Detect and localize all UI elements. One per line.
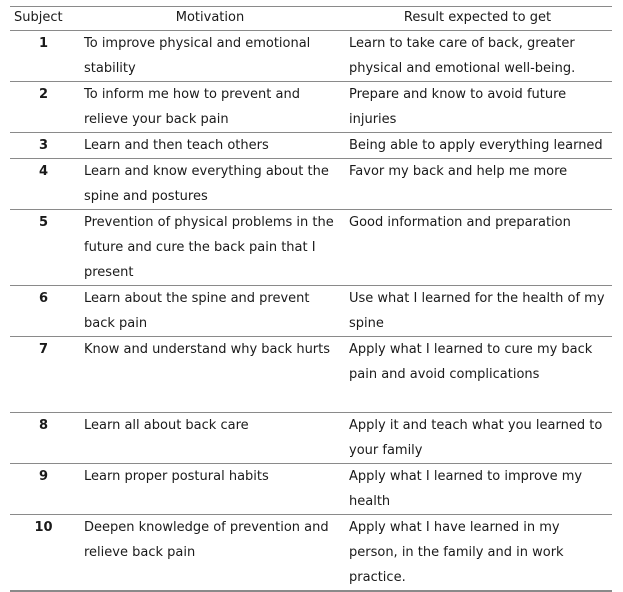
subject-cell: 8 (10, 413, 77, 464)
result-cell: Apply what I learned to cure my back pain and avoid complications (343, 337, 612, 413)
table-row (10, 464, 612, 515)
table-row (10, 159, 612, 210)
header-result: Result expected to get (343, 7, 612, 31)
motivation-cell: To inform me how to prevent and relieve your back pain (77, 82, 343, 133)
header-subject: Subject (10, 7, 77, 31)
subject-cell: 5 (10, 210, 77, 286)
motivation-cell: Learn and know everything about the spine and postures (77, 159, 343, 210)
result-cell: Learn to take care of back, greater physical and emotional well-being. (343, 31, 612, 82)
result-cell: Prepare and know to avoid future injuries (343, 82, 612, 133)
table-row (10, 413, 612, 464)
motivation-cell: Deepen knowledge of prevention and relieve back pain (77, 515, 343, 592)
subject-cell: 6 (10, 286, 77, 337)
result-cell: Being able to apply everything learned (343, 133, 612, 159)
table-row (10, 133, 612, 159)
result-cell: Use what I learned for the health of my spine (343, 286, 612, 337)
subject-cell: 3 (10, 133, 77, 159)
table-row (10, 337, 612, 413)
table-row (10, 31, 612, 82)
motivation-cell: Know and understand why back hurts (77, 337, 343, 413)
subject-cell: 4 (10, 159, 77, 210)
motivation-cell: Learn about the spine and prevent back pain (77, 286, 343, 337)
results-table (10, 6, 612, 592)
motivation-cell: Learn all about back care (77, 413, 343, 464)
subject-cell: 1 (10, 31, 77, 82)
subject-cell: 10 (10, 515, 77, 592)
motivation-cell: Learn and then teach others (77, 133, 343, 159)
subject-cell: 2 (10, 82, 77, 133)
subject-cell: 7 (10, 337, 77, 413)
motivation-cell: Prevention of physical problems in the future and cure the back pain that I present (77, 210, 343, 286)
subject-cell: 9 (10, 464, 77, 515)
result-cell: Apply what I have learned in my person, in the family and in work practice. (343, 515, 612, 592)
header-row (10, 7, 612, 31)
result-cell: Apply what I learned to improve my health (343, 464, 612, 515)
result-cell: Apply it and teach what you learned to your family (343, 413, 612, 464)
table-row (10, 210, 612, 286)
table-row (10, 515, 612, 592)
header-motivation: Motivation (77, 7, 343, 31)
result-cell: Favor my back and help me more (343, 159, 612, 210)
table-row (10, 286, 612, 337)
motivation-cell: Learn proper postural habits (77, 464, 343, 515)
table-row (10, 82, 612, 133)
result-cell: Good information and preparation (343, 210, 612, 286)
motivation-cell: To improve physical and emotional stability (77, 31, 343, 82)
